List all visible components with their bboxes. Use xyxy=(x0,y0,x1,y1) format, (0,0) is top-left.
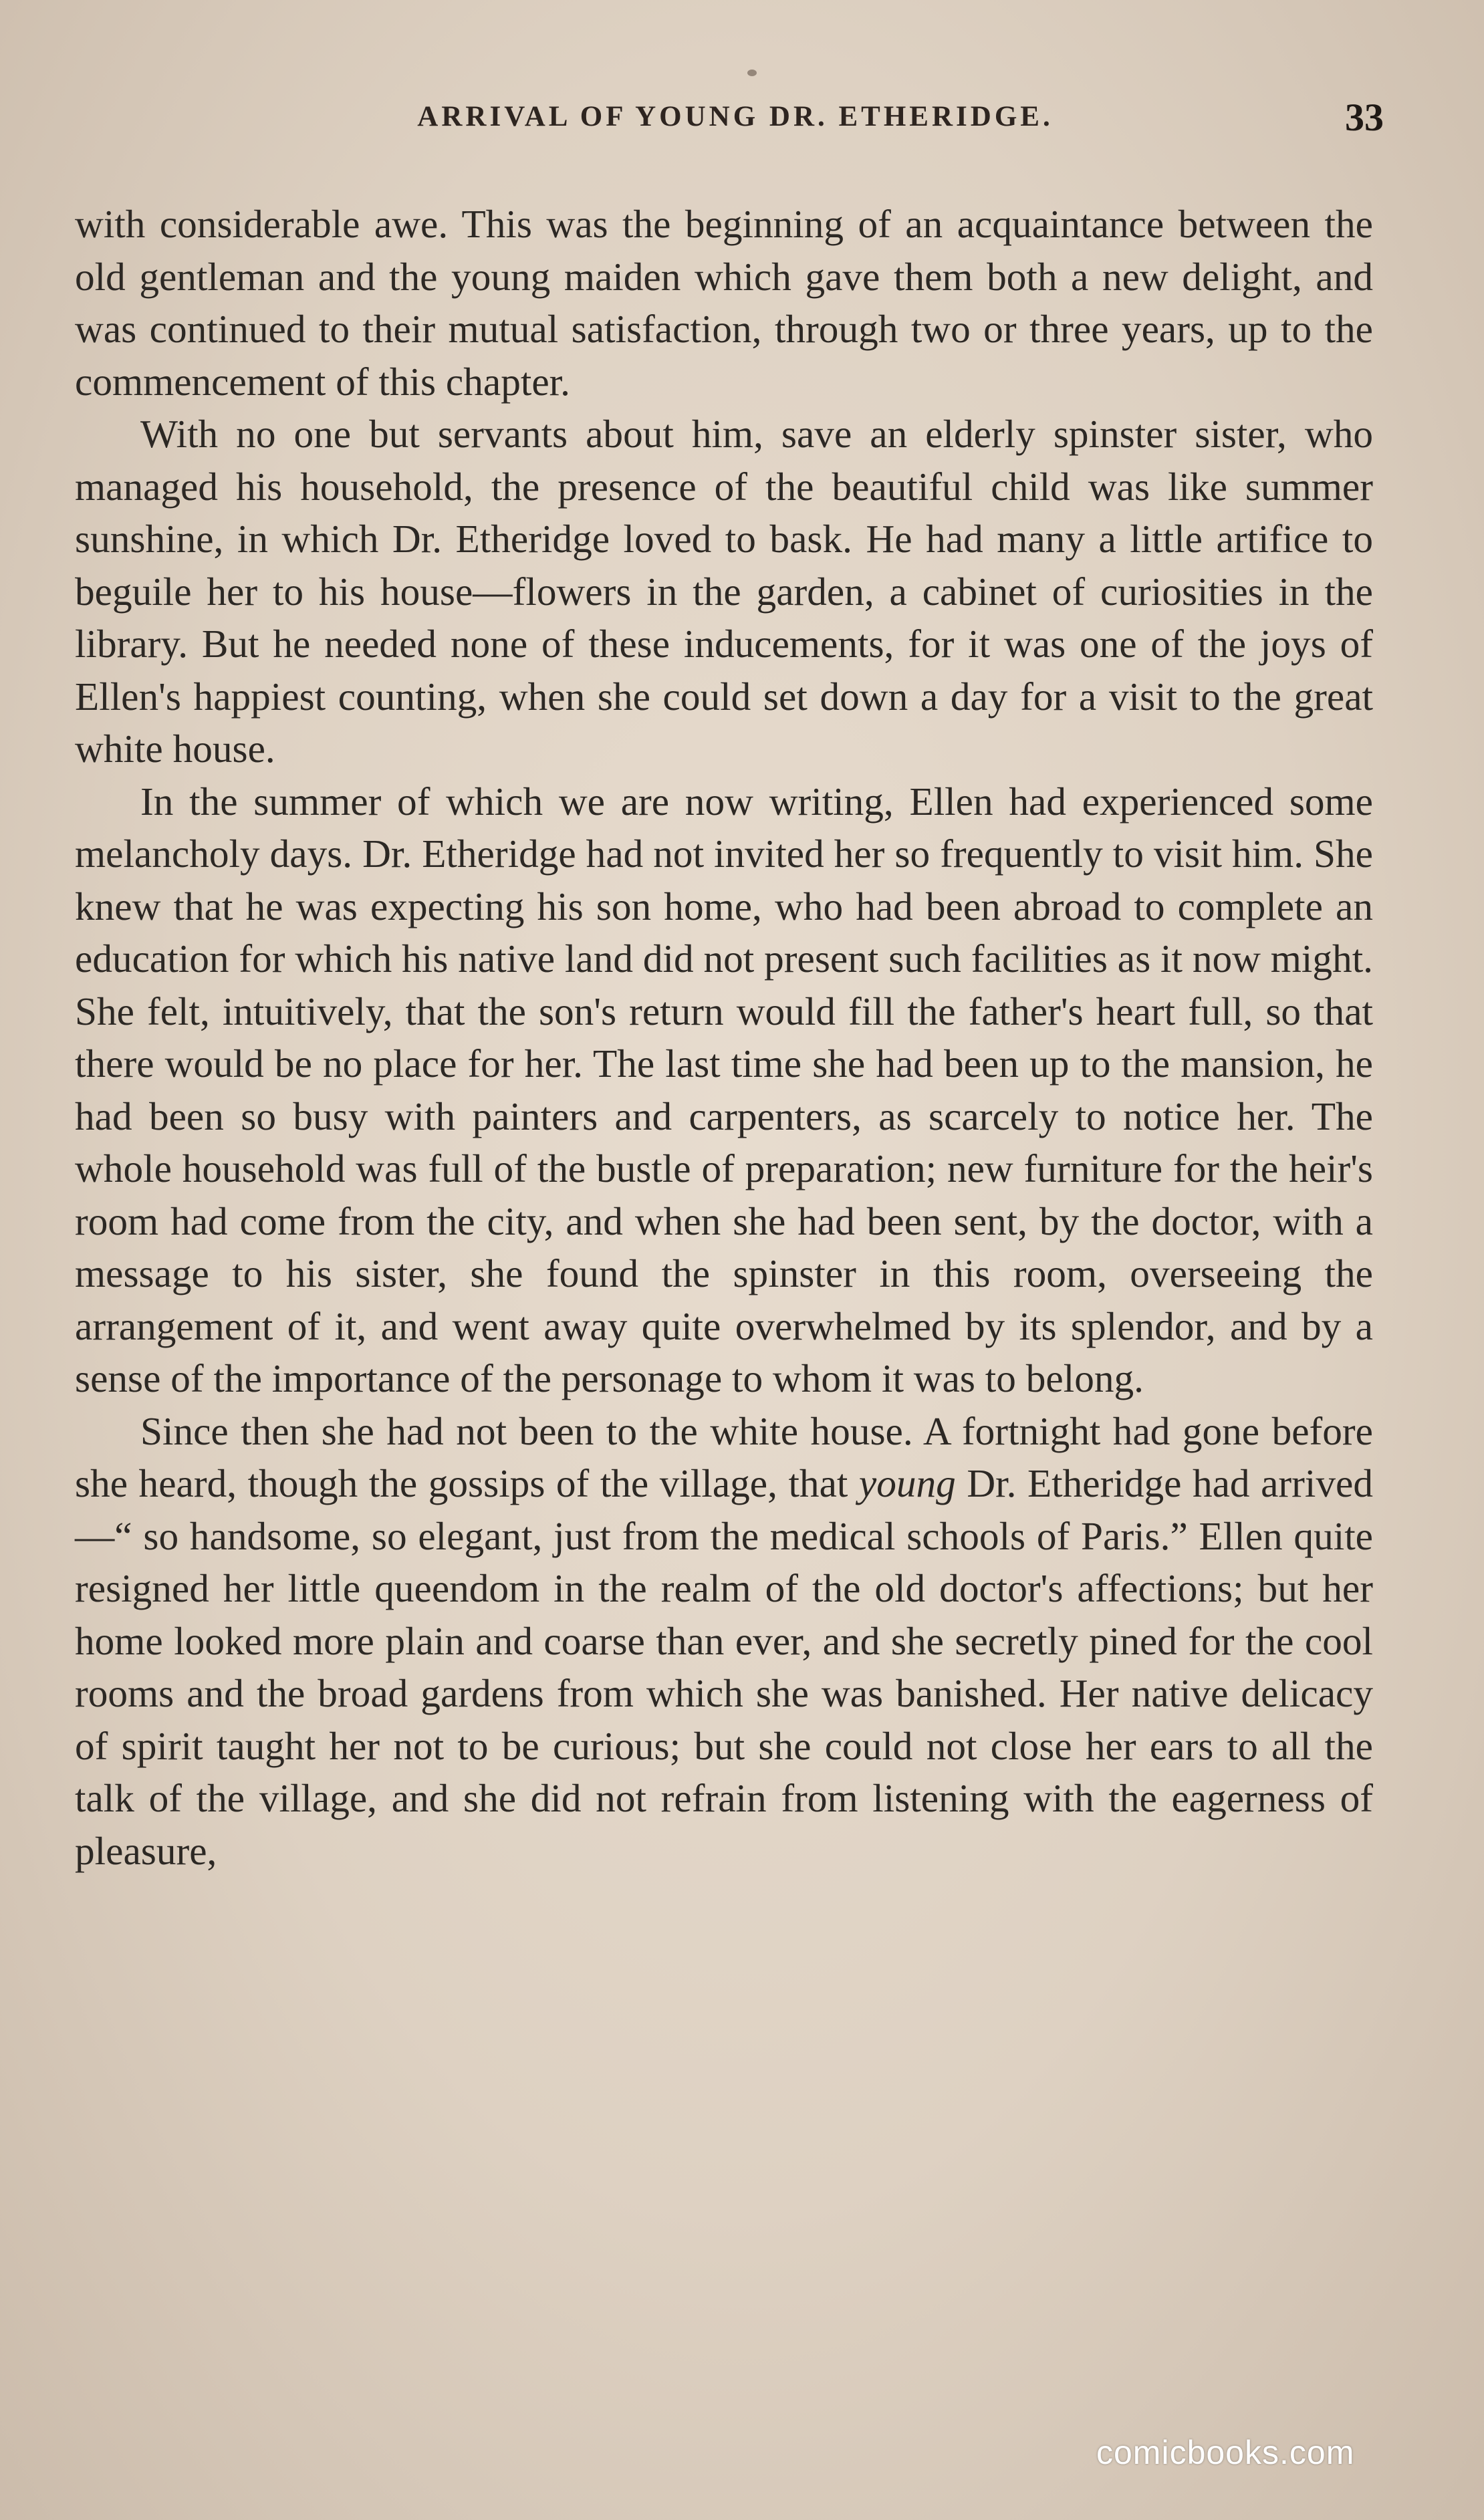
ink-speck xyxy=(747,70,757,76)
paragraph-1: with considerable awe. This was the beginning of an acquaintance between the old gentleman and the young maiden which gave them both a new delight, and was continued to their mutual satisfaction, through two or three years, up to the commencement of this chapter. xyxy=(75,202,1373,404)
page-header xyxy=(94,96,1384,154)
paragraph-2: With no one but servants about him, save an elderly spinster sister, who managed his household, the presence of the beautiful child was like summer sunshine, in which Dr. Etheridge loved to bask. He had many a little artifice to beguile her to his house—flowers in the garden, a cabinet of curiosities in the library. But he needed none of these inducements, for it was one of the joys of Ellen's happiest counting, when she could set down a day for a visit to the great white house. xyxy=(75,412,1373,771)
paragraph-4 xyxy=(75,1405,1373,1878)
paragraph-3: In the summer of which we are now writing, Ellen had experienced some melancholy days. Dr. Etheridge had not invited her so frequently to visit him. She knew that he was expecting his son home, who had been abroad to complete an education for which his native land did not present such facilities as it now might. She felt, intuitively, that the son's return would fill the father's heart full, so that there would be no place for her. The last time she had been up to the mansion, he had been so busy with painters and carpenters, as scarcely to notice her. The whole household was full of the bustle of preparation; new furniture for the heir's room had come from the city, and when she had been sent, by the doctor, with a message to his sister, she found the spinster in this room, overseeing the arrangement of it, and went away quite overwhelmed by its splendor, and by a sense of the importance of the personage to whom it was to belong. xyxy=(75,779,1373,1400)
page-number: 33 xyxy=(1345,96,1384,139)
watermark-text: comicbooks.com xyxy=(1096,2434,1355,2471)
paragraph-4-emphasis: young xyxy=(858,1461,956,1505)
paragraph-4-after: Dr. Etheridge had arrived—“ so handsome, so elegant, just from the medical schools of Paris.” Ellen quite resigned her little queendom in the realm of the old doctor's affections; but her home looked more plain and coarse than ever, and she secretly pined for the cool rooms and the broad gardens from which she was banished. Her native delicacy of spirit taught her not to be curious; but she could not close her ears to all the talk of the village, and she did not refrain from listening with the eagerness of pleasure, xyxy=(75,1461,1373,1873)
paragraph-4-before: Since then she had not been to the white house. A fortnight had gone before she heard, though the gossips of the village, that xyxy=(75,1408,1373,1505)
body-text xyxy=(75,198,1373,1877)
running-head: ARRIVAL OF YOUNG DR. ETHERIDGE. xyxy=(417,101,1054,132)
